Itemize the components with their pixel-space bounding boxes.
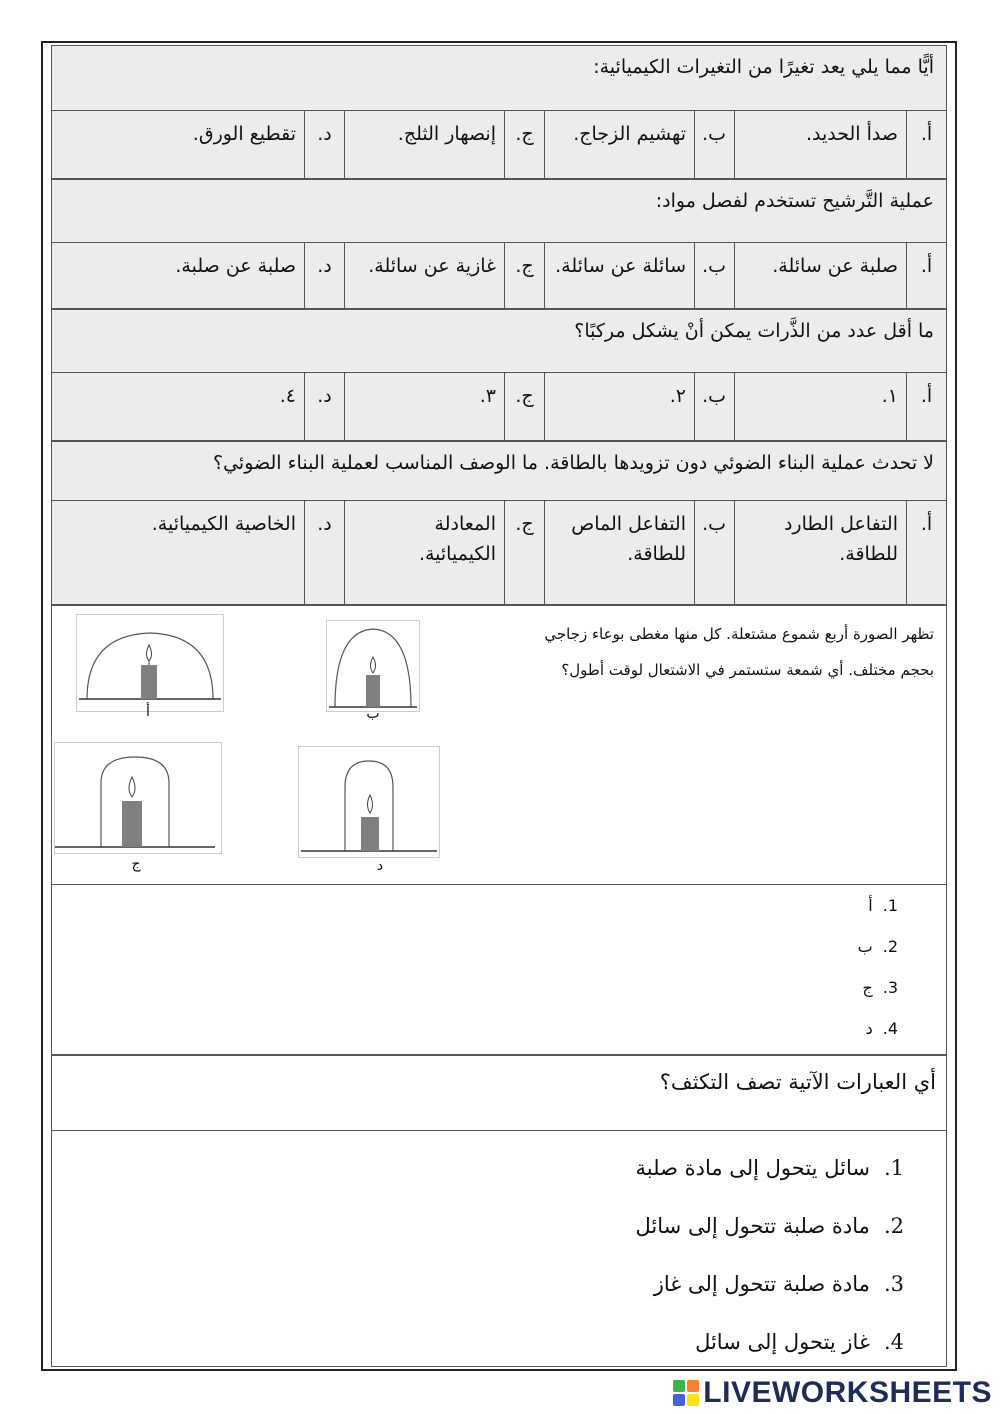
question-2 — [51, 179, 947, 309]
choice-item[interactable] — [858, 885, 898, 926]
option-label[interactable]: ب. — [694, 111, 734, 178]
option-label[interactable]: د. — [304, 501, 344, 604]
option-text[interactable]: التفاعل الماص للطاقة. — [544, 501, 694, 604]
choice-text: مادة صلبة تتحول إلى غاز — [653, 1272, 870, 1296]
choice-number: 4. — [883, 1330, 904, 1354]
option-label[interactable]: ج. — [504, 373, 544, 440]
choice-text: ج — [862, 978, 873, 997]
option-label[interactable]: ج. — [504, 243, 544, 308]
choice-text: مادة صلبة تتحول إلى سائل — [635, 1214, 870, 1238]
candle-a-caption: أ — [146, 704, 150, 720]
choice-text: أ — [868, 896, 873, 915]
option-label[interactable]: د. — [304, 243, 344, 308]
choice-item[interactable] — [858, 967, 898, 1008]
question-5-choices — [51, 885, 947, 1055]
option-label[interactable]: ج. — [504, 501, 544, 604]
choice-list — [636, 1139, 904, 1371]
question-text: أي العبارات الآتية تصف التكثف؟ — [659, 1070, 936, 1094]
question-4 — [51, 441, 947, 605]
question-text: عملية التَّرشيح تستخدم لفصل مواد: — [51, 179, 947, 243]
question-text — [454, 616, 934, 688]
option-label[interactable]: أ. — [906, 373, 946, 440]
option-label[interactable]: أ. — [906, 243, 946, 308]
candle-a-figure — [76, 614, 224, 712]
question-text: أيًّا مما يلي يعد تغيرًا من التغيرات الكيميائية: — [51, 45, 947, 111]
option-text[interactable]: صدأ الحديد. — [734, 111, 906, 178]
choice-number: 3. — [882, 978, 898, 997]
option-label[interactable]: ج. — [504, 111, 544, 178]
choice-text: د — [865, 1019, 873, 1038]
candle-c-figure — [54, 742, 222, 854]
option-text[interactable]: تهشيم الزجاج. — [544, 111, 694, 178]
option-label[interactable]: ب. — [694, 373, 734, 440]
choice-number: 1. — [882, 896, 898, 915]
question-line-2: بحجم مختلف. أي شمعة ستستمر في الاشتعال لوقت أطول؟ — [561, 661, 934, 679]
option-label[interactable]: د. — [304, 111, 344, 178]
candle-jar-d — [299, 747, 439, 857]
choice-item[interactable] — [636, 1255, 904, 1313]
liveworksheets-logo[interactable] — [673, 1376, 992, 1410]
candle-jar-a — [77, 615, 223, 711]
option-label[interactable]: أ. — [906, 111, 946, 178]
option-label[interactable]: د. — [304, 373, 344, 440]
option-text[interactable]: إنصهار الثلج. — [344, 111, 504, 178]
candle-d-figure — [298, 746, 440, 858]
choice-item[interactable] — [636, 1197, 904, 1255]
question-3 — [51, 309, 947, 441]
candle-jar-c — [55, 743, 221, 853]
choice-number: 1. — [883, 1156, 904, 1180]
brand-name: LIVEWORKSHEETS — [703, 1376, 992, 1409]
answer-row — [51, 111, 947, 179]
choice-number: 4. — [882, 1019, 898, 1038]
answer-row — [51, 243, 947, 309]
question-text: ما أقل عدد من الذَّرات يمكن أنْ يشكل مركبًا؟ — [51, 309, 947, 373]
option-text[interactable]: ٢. — [544, 373, 694, 440]
choice-text: سائل يتحول إلى مادة صلبة — [635, 1156, 870, 1180]
worksheet — [41, 41, 957, 1371]
option-text[interactable]: صلبة عن صلبة. — [175, 255, 296, 277]
option-text[interactable]: غازية عن سائلة. — [344, 243, 504, 308]
question-6-choices — [51, 1131, 947, 1367]
candle-d-caption: د — [376, 858, 384, 874]
answer-row — [51, 501, 947, 605]
option-text[interactable]: ١. — [734, 373, 906, 440]
candle-b-figure — [326, 620, 420, 712]
choice-number: 3. — [883, 1272, 904, 1296]
option-text[interactable]: صلبة عن سائلة. — [734, 243, 906, 308]
option-text[interactable]: ٤. — [279, 385, 296, 407]
option-text[interactable]: التفاعل الطارد للطاقة. — [734, 501, 906, 604]
option-text[interactable]: الخاصية الكيميائية. — [151, 513, 296, 535]
question-text: لا تحدث عملية البناء الضوئي دون تزويدها بالطاقة. ما الوصف المناسب لعملية البناء الضوئي؟ — [51, 441, 947, 501]
question-1 — [51, 45, 947, 179]
question-5-figure — [51, 605, 947, 885]
choice-text: غاز يتحول إلى سائل — [695, 1330, 870, 1354]
question-6 — [51, 1055, 947, 1131]
option-text[interactable]: تقطيع الورق. — [192, 123, 296, 145]
question-line-1: تظهر الصورة أربع شموع مشتعلة. كل منها مغطى بوعاء زجاجي — [544, 625, 934, 643]
choice-number: 2. — [883, 1214, 904, 1238]
choice-list — [858, 885, 898, 1049]
liveworksheets-icon — [673, 1380, 699, 1406]
candle-b-caption: ب — [366, 706, 380, 722]
choice-number: 2. — [882, 937, 898, 956]
option-text[interactable]: المعادلة الكيميائية. — [344, 501, 504, 604]
option-text[interactable]: سائلة عن سائلة. — [544, 243, 694, 308]
choice-item[interactable] — [636, 1313, 904, 1371]
option-text[interactable]: ٣. — [344, 373, 504, 440]
candle-jar-b — [327, 621, 419, 711]
option-label[interactable]: ب. — [694, 243, 734, 308]
choice-item[interactable] — [858, 1008, 898, 1049]
option-label[interactable]: أ. — [906, 501, 946, 604]
choice-item[interactable] — [636, 1139, 904, 1197]
choice-text: ب — [857, 937, 873, 956]
candle-c-caption: ج — [131, 856, 141, 872]
option-label[interactable]: ب. — [694, 501, 734, 604]
choice-item[interactable] — [858, 926, 898, 967]
answer-row — [51, 373, 947, 441]
